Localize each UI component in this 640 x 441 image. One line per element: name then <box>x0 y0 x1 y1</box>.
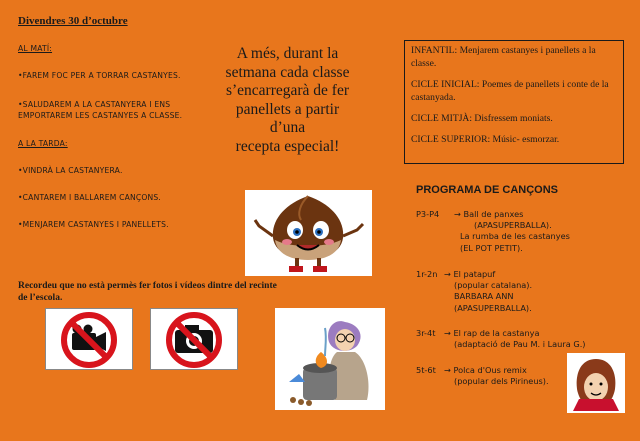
center-line: A més, durant la <box>236 45 339 62</box>
arrow-icon: → <box>444 328 454 338</box>
song-line: BARBARA ANN <box>454 291 514 302</box>
center-line: panellets a partir <box>235 100 340 118</box>
morning-heading: AL MATÍ: <box>18 44 53 53</box>
song-group <box>416 209 616 254</box>
center-message <box>200 45 375 156</box>
cycle-activity: CICLE MITJÀ: Disfressem moniats. <box>411 113 553 124</box>
song-level-label: 3r-4t <box>416 328 436 338</box>
arrow-icon: → <box>444 365 454 375</box>
date-heading: Divendres 30 d’octubre <box>18 15 128 27</box>
afternoon-item: •MENJAREM CASTANYES I PANELLETS. <box>18 220 169 229</box>
no-photos-warning: Recordeu que no està permès fer fotos i vídeos dintre del recinte de l’escola. <box>18 281 277 303</box>
cycle-activity: CICLE INICIAL: Poemes de panellets i conte de la castanyada. <box>411 79 609 103</box>
song-program-title: PROGRAMA DE CANÇONS <box>416 184 558 196</box>
center-line: setmana cada classe <box>225 63 350 81</box>
castanyera-illustration <box>275 308 385 410</box>
afternoon-heading: A LA TARDA: <box>18 139 68 148</box>
song-line: Ball de panxes <box>463 209 524 219</box>
no-video-icon <box>46 309 132 369</box>
song-line: (EL POT PETIT). <box>460 242 523 253</box>
morning-item: •FAREM FOC PER A TORRAR CASTANYES. <box>18 71 181 80</box>
song-group <box>416 269 616 314</box>
song-level-label: 1r-2n <box>416 269 438 279</box>
cycle-activity: CICLE SUPERIOR: Músic- esmorzar. <box>411 134 560 145</box>
arrow-icon: → <box>444 269 454 279</box>
song-line: (popular dels Pirineus). <box>454 376 549 387</box>
song-line: (APASUPERBALLA). <box>454 302 532 313</box>
castanyera-portrait <box>567 353 625 413</box>
song-group <box>416 328 616 350</box>
song-line: La rumba de les castanyes <box>460 231 570 242</box>
center-line: recepta especial! <box>235 137 340 155</box>
song-line: (adaptació de Pau M. i Laura G.) <box>454 339 586 350</box>
castanyera-character-icon <box>275 308 385 410</box>
no-camera-icon <box>151 309 237 369</box>
song-line: El patapuf <box>453 269 496 279</box>
song-level-label: 5t-6t <box>416 365 436 375</box>
cycle-activity: INFANTIL: Menjarem castanyes i panellets a la classe. <box>411 45 596 69</box>
castanyera-portrait-icon <box>567 353 625 413</box>
song-line: (APASUPERBALLA). <box>474 220 552 231</box>
afternoon-item: •VINDRÀ LA CASTANYERA. <box>18 166 123 175</box>
center-line: s’encarregarà de fer <box>225 82 350 99</box>
cycle-activities-box <box>404 40 624 164</box>
song-group <box>416 365 566 387</box>
chestnut-illustration <box>245 190 372 276</box>
song-line: El rap de la castanya <box>453 328 540 338</box>
song-level-label: P3-P4 <box>416 209 440 219</box>
song-line: Polca d'Ous remix <box>453 365 527 375</box>
arrow-icon: → <box>454 209 464 219</box>
chestnut-character-icon <box>245 190 372 276</box>
afternoon-item: •CANTAREM I BALLAREM CANÇONS. <box>18 193 162 202</box>
song-line: (popular catalana). <box>454 280 533 291</box>
no-video-sign <box>45 308 133 370</box>
no-camera-sign <box>150 308 238 370</box>
morning-item: •SALUDAREM A LA CASTANYERA I ENS EMPORTAREM LES CASTANYES A CLASSE. <box>18 100 183 120</box>
center-line: d’una <box>269 119 306 136</box>
